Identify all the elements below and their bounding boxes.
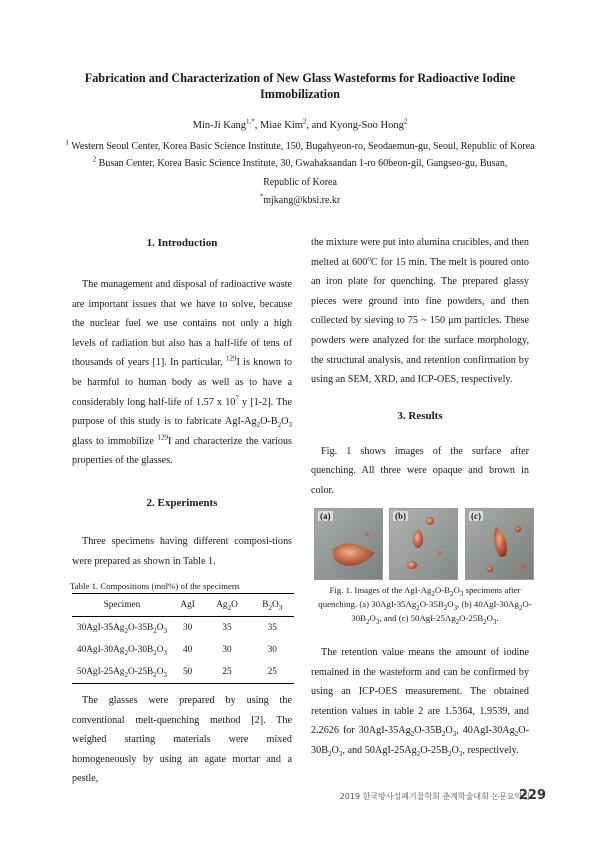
affiliation-1 xyxy=(40,140,560,154)
affiliation-2-sup: 2 xyxy=(92,155,97,164)
cell-specimen: $50AgI-25Ag_2O-25B_2O_3$ xyxy=(76,667,167,679)
section-heading-experiments: 2. Experiments xyxy=(146,496,218,509)
email xyxy=(40,194,560,208)
col-header-b2o3: $B_2O_3$ xyxy=(262,600,283,612)
table-row xyxy=(72,639,294,661)
section-heading-introduction: 1. Introduction xyxy=(146,237,218,249)
email-sup: * xyxy=(259,192,264,201)
author-3: , and Kyong-Soo Hong xyxy=(306,120,404,131)
cell-agi: 40 xyxy=(183,645,193,655)
figure-1c-label: (c) xyxy=(471,511,481,521)
results-paragraph-2: The retention value means the amount of iodine remained in the wasteform and can be confirmed by using an ICP-OES measurement. The obtained retention values in table 2 are 1.5364, 1.9539, and 2.2626 for $30AgI-35Ag_2O-35B_2O_3$, $40AgI-30Ag_2O-30B_2O_3$, and $50AgI-25Ag_2O-25B_2O_3$, respectively. xyxy=(311,647,529,758)
author-2: , Miae Kim xyxy=(254,120,303,131)
cell-b2o3: 30 xyxy=(267,645,277,655)
table-1-caption: Table 1. Compositions (mol%) of the specimens xyxy=(70,581,240,591)
col-header-ag2o: $Ag_2O$ xyxy=(216,600,238,612)
figure-1b-label: (b) xyxy=(395,511,406,521)
author-1: Min-Ji Kang xyxy=(192,120,247,131)
experiments-continued xyxy=(72,691,292,789)
section-heading-results: 3. Results xyxy=(397,409,443,422)
cell-agi: 30 xyxy=(183,623,193,633)
footer-proceedings-text: 2019 한국방사성폐기물학회 춘계학술대회 논문요약집 xyxy=(339,792,530,801)
cell-agi: 50 xyxy=(183,667,193,677)
page-number: 229 xyxy=(518,788,546,803)
cell-ag2o: 35 xyxy=(222,623,232,633)
col-header-specimen: Specimen xyxy=(103,600,141,610)
experiments-paragraph-continued: the mixture were put into alumina crucibles, and then melted at 600$^o$C for 15 min. The melt is poured onto an iron plate for quenching. The prepared glassy pieces were ground into fine powders, and then collected by sieving to 75 ~ 150 μm particles. These powders were analyzed for the surface morphology, the structural analysis, and retention confirmation by using an SEM, XRD, and ICP-OES, respectively. xyxy=(311,237,529,386)
figure-1-caption: Fig. 1. Images of the AgI-$Ag_2O-B_2O_3$ specimens after quenching. (a) $30AgI-35Ag_2O-35B_2O_3$, (b) $40AgI-30Ag_2O-30B_2O_3$, and (c) $50AgI-25Ag_2O-25B_2O_3$. xyxy=(318,585,532,626)
author-2-sup: 2 xyxy=(302,117,307,126)
paper-title xyxy=(40,70,560,102)
affiliation-1-sup: 1 xyxy=(65,138,69,147)
author-1-sup: 1,* xyxy=(246,117,255,126)
figure-1a-image xyxy=(314,508,383,580)
col-header-agi: AgI xyxy=(180,600,195,610)
introduction-paragraph: The management and disposal of radioactive waste are important issues that we have to solve, because the nuclear fuel we use contains not only a high levels of radiation but also has a half-life of tens of thousands of years [1]. In particular, $^{129}$I is known to be harmful to human body as well as to have a considerably long half-life of 1.57 x $10^7$ y [1-2]. The purpose of this study is to fabricate AgI-$Ag_2O-B_2O_3$ glass to immobilize $^{129}$I and characterize the various properties of the glasses. xyxy=(72,279,293,467)
cell-ag2o: 30 xyxy=(222,645,232,655)
table-row xyxy=(72,617,294,640)
left-column xyxy=(72,237,292,571)
affiliation-1-text: Western Seoul Center, Korea Basic Science Institute, 150, Bugahyeon-ro, Seodaemun-gu, Seoul, Republic of Korea xyxy=(68,141,535,152)
email-address[interactable]: mjkang@kbsi.re.kr xyxy=(263,195,341,206)
title-line-2: Immobilization xyxy=(260,87,340,101)
title-line-1: Fabrication and Characterization of New Glass Wasteforms for Radioactive Iodine xyxy=(84,71,516,85)
results-continued xyxy=(311,643,529,761)
affiliation-2 xyxy=(40,157,560,171)
table-header-row xyxy=(72,594,294,617)
right-column xyxy=(311,233,529,501)
author-list xyxy=(40,117,560,131)
figure-1b-image xyxy=(389,508,458,580)
affiliation-2-continued: Republic of Korea xyxy=(263,177,337,188)
affiliation-2-text: Busan Center, Korea Basic Science Institute, 30, Gwahaksandan 1-ro 60beon-gil, Gangseo-gu, Busan, xyxy=(96,158,508,169)
compositions-table xyxy=(72,593,294,684)
author-3-sup: 2 xyxy=(403,117,408,126)
figure-1c-image xyxy=(465,508,534,580)
figure-1a-label: (a) xyxy=(320,511,331,521)
results-paragraph-1: Fig. 1 shows images of the surface after quenching. All three were opaque and brown in color. xyxy=(311,445,529,496)
experiments-paragraph-2: The glasses were prepared by using the conventional melt-quenching method [2]. The weighed starting materials were mixed homogeneously by using an agate mortar and a pestle, xyxy=(72,695,292,785)
table-1-block xyxy=(72,581,294,684)
cell-ag2o: 25 xyxy=(222,667,232,677)
experiments-paragraph-1: Three specimens having different composi-tions were prepared as shown in Table 1. xyxy=(72,535,292,567)
cell-b2o3: 35 xyxy=(267,623,277,633)
cell-specimen: $30AgI-35Ag_2O-35B_2O_3$ xyxy=(76,623,167,635)
cell-specimen: $40AgI-30Ag_2O-30B_2O_3$ xyxy=(76,645,167,657)
cell-b2o3: 25 xyxy=(267,667,277,677)
table-row xyxy=(72,661,294,684)
